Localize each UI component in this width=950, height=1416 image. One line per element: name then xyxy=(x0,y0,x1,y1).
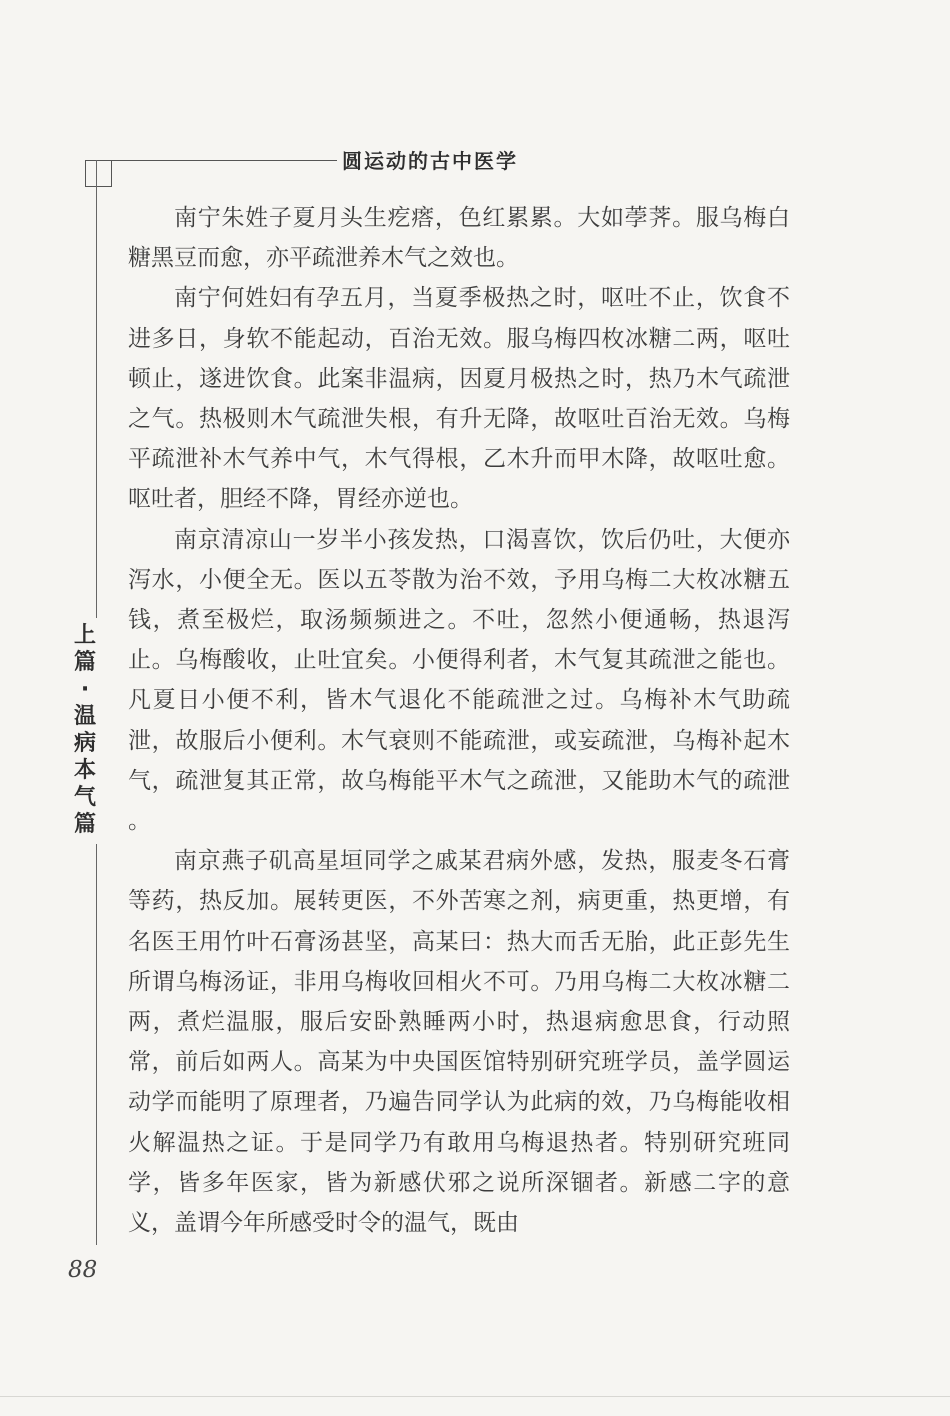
side-label-char: 病 xyxy=(73,731,96,756)
side-label-char: 气 xyxy=(73,785,96,810)
paragraph: 南京清凉山一岁半小孩发热，口渴喜饮，饮后仍吐，大便亦泻水，小便全无。医以五苓散为治不效，予用乌梅二大枚冰糖五钱，煮至极烂，取汤频频进之。不吐，忽然小便通畅，热退泻止。乌梅酸收，止吐宜矣。小便得利者，木气复其疏泄之能也。凡夏日小便不利，皆木气退化不能疏泄之过。乌梅补木气助疏泄，故服后小便利。木气衰则不能疏泄，或妄疏泄，乌梅补起木气，疏泄复其正常，故乌梅能平木气之疏泄，又能助木气的疏泄 。 xyxy=(128,526,790,835)
side-label-char: · xyxy=(80,677,90,702)
paragraph: 南京燕子矶高星垣同学之戚某君病外感，发热，服麦冬石膏等药，热反加。展转更医，不外苦寒之剂，病更重，热更增，有名医王用竹叶石膏汤甚坚，高某曰：热大而舌无胎，此正彭先生所谓乌梅汤证，非用乌梅收回相火不可。乃用乌梅二大枚冰糖二两，煮烂温服，服后安卧熟睡两小时，热退病愈思食，行动照常，前后如两人。高某为中央国医馆特别研究班学员，盖学圆运动学而能明了原理者，乃遍告同学认为此病的效，乃乌梅能收相火解温热之证。于是同学乃有敢用乌梅退热者。特别研究班同学，皆多年医家，皆为新感伏邪之说所深锢者。新感二字的意义，盖谓今年所感受时令的温气，既由 xyxy=(128,848,790,1237)
side-label-char: 上 xyxy=(73,623,96,648)
side-label-char: 本 xyxy=(73,758,96,783)
side-label-char: 篇 xyxy=(73,812,96,837)
header-rule xyxy=(97,160,337,161)
running-header-title: 圆运动的古中医学 xyxy=(342,149,518,173)
side-label-char: 篇 xyxy=(73,650,96,675)
paragraph: 南宁何姓妇有孕五月，当夏季极热之时，呕吐不止，饮食不进多日，身软不能起动，百治无效。服乌梅四枚冰糖二两，呕吐顿止，遂进饮食。此案非温病，因夏月极热之时，热乃木气疏泄之气。热极则木气疏泄失根，有升无降，故呕吐百治无效。乌梅平疏泄补木气养中气，木气得根，乙木升而甲木降，故呕吐愈。呕吐者，胆经不降，胃经亦逆也。 xyxy=(128,285,790,513)
page-number: 88 xyxy=(68,1257,98,1283)
side-label-char: 温 xyxy=(73,704,96,729)
body-text xyxy=(128,198,790,1243)
side-section-label xyxy=(71,618,99,844)
paragraph: 南宁朱姓子夏月头生疙瘩，色红累累。大如荸荠。服乌梅白糖黑豆而愈，亦平疏泄养木气之效也。 xyxy=(128,205,790,272)
page-bottom-edge xyxy=(0,1396,950,1397)
header-corner-box xyxy=(85,160,112,187)
